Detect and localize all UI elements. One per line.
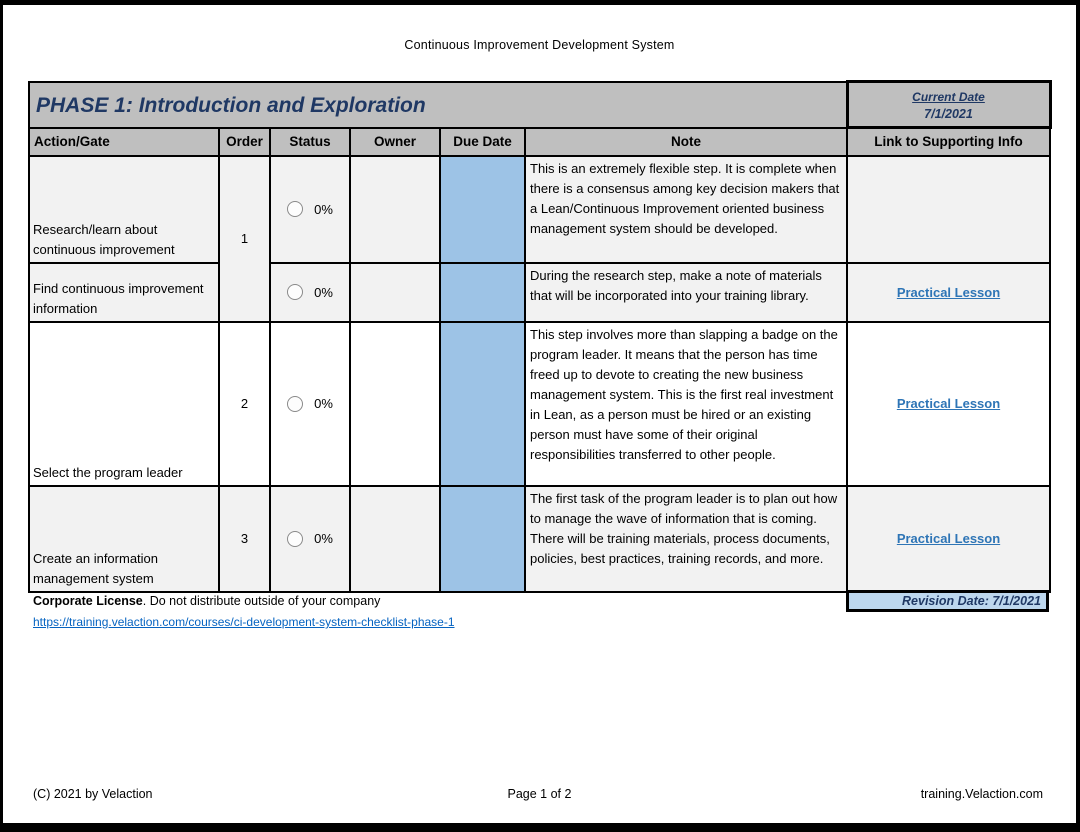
link-cell: [847, 486, 1050, 592]
license-bold: Corporate License: [33, 594, 143, 608]
column-header-link: Link to Supporting Info: [847, 128, 1050, 156]
page-number: Page 1 of 2: [507, 787, 572, 801]
table-row: [29, 322, 1050, 486]
link-cell: [847, 263, 1050, 322]
course-url-link[interactable]: https://training.velaction.com/courses/ci-development-system-checklist-phase-1: [33, 615, 455, 629]
current-date-cell: [847, 82, 1050, 128]
phase-checklist-table: [28, 80, 1052, 593]
due-date-cell[interactable]: [440, 156, 525, 263]
status-cell[interactable]: [270, 156, 350, 263]
due-date-cell[interactable]: [440, 486, 525, 592]
column-header-status: Status: [270, 128, 350, 156]
due-date-cell[interactable]: [440, 322, 525, 486]
status-circle-icon[interactable]: [287, 201, 303, 217]
copyright-text: (C) 2021 by Velaction: [33, 787, 153, 801]
note-cell: This step involves more than slapping a badge on the program leader. It means that the person has time freed up to devote to creating the new business management system. This is the first real investment in Lean, as a person must be hired or an existing person must have some of their original responsibilities transferred to other people.: [525, 322, 847, 486]
table-row: [29, 156, 1050, 263]
status-circle-icon[interactable]: [287, 531, 303, 547]
note-cell: This is an extremely flexible step. It is complete when there is a consensus among key decision makers that a Lean/Continuous Improvement oriented business management system should be developed.: [525, 156, 847, 263]
status-percent: 0%: [314, 531, 333, 546]
revision-date-badge: Revision Date: 7/1/2021: [846, 590, 1049, 612]
practical-lesson-link[interactable]: Practical Lesson: [896, 396, 1001, 411]
note-cell: During the research step, make a note of materials that will be incorporated into your training library.: [525, 263, 847, 322]
status-circle-icon[interactable]: [287, 396, 303, 412]
status-cell[interactable]: [270, 486, 350, 592]
status-percent: 0%: [314, 284, 333, 300]
link-cell: [847, 156, 1050, 263]
column-header-due-date: Due Date: [440, 128, 525, 156]
practical-lesson-link[interactable]: Practical Lesson: [896, 284, 1001, 300]
license-rest: . Do not distribute outside of your company: [142, 594, 381, 608]
column-header-row: [29, 128, 1050, 156]
status-cell[interactable]: [270, 263, 350, 322]
order-cell: 2: [219, 322, 270, 486]
table-row: [29, 486, 1050, 592]
owner-cell[interactable]: [350, 263, 440, 322]
status-percent: 0%: [314, 201, 333, 217]
site-text: training.Velaction.com: [920, 787, 1043, 801]
practical-lesson-link[interactable]: Practical Lesson: [896, 531, 1001, 546]
column-header-order: Order: [219, 128, 270, 156]
phase-title: PHASE 1: Introduction and Exploration: [36, 93, 426, 117]
action-cell: Create an information management system: [29, 486, 219, 592]
column-header-action-gate: Action/Gate: [29, 128, 219, 156]
status-percent: 0%: [314, 396, 333, 411]
owner-cell[interactable]: [350, 322, 440, 486]
current-date-label: Current Date: [912, 89, 985, 104]
current-date-value: 7/1/2021: [924, 106, 973, 121]
table-row: [29, 263, 1050, 322]
action-cell: Research/learn about continuous improvement: [29, 156, 219, 263]
order-cell: 1: [219, 156, 270, 322]
order-cell: 3: [219, 486, 270, 592]
status-cell[interactable]: [270, 322, 350, 486]
action-cell: Select the program leader: [29, 322, 219, 486]
link-cell: [847, 322, 1050, 486]
action-cell: Find continuous improvement information: [29, 263, 219, 322]
note-cell: The first task of the program leader is to plan out how to manage the wave of information that is coming. There will be training materials, process documents, policies, best practices, training records, and more.: [525, 486, 847, 592]
owner-cell[interactable]: [350, 156, 440, 263]
status-circle-icon[interactable]: [287, 284, 303, 300]
column-header-note: Note: [525, 128, 847, 156]
due-date-cell[interactable]: [440, 263, 525, 322]
license-notice: [33, 594, 380, 608]
phase-header-row: [29, 82, 1050, 128]
column-header-owner: Owner: [350, 128, 440, 156]
owner-cell[interactable]: [350, 486, 440, 592]
document-title: Continuous Improvement Development System: [404, 38, 675, 52]
